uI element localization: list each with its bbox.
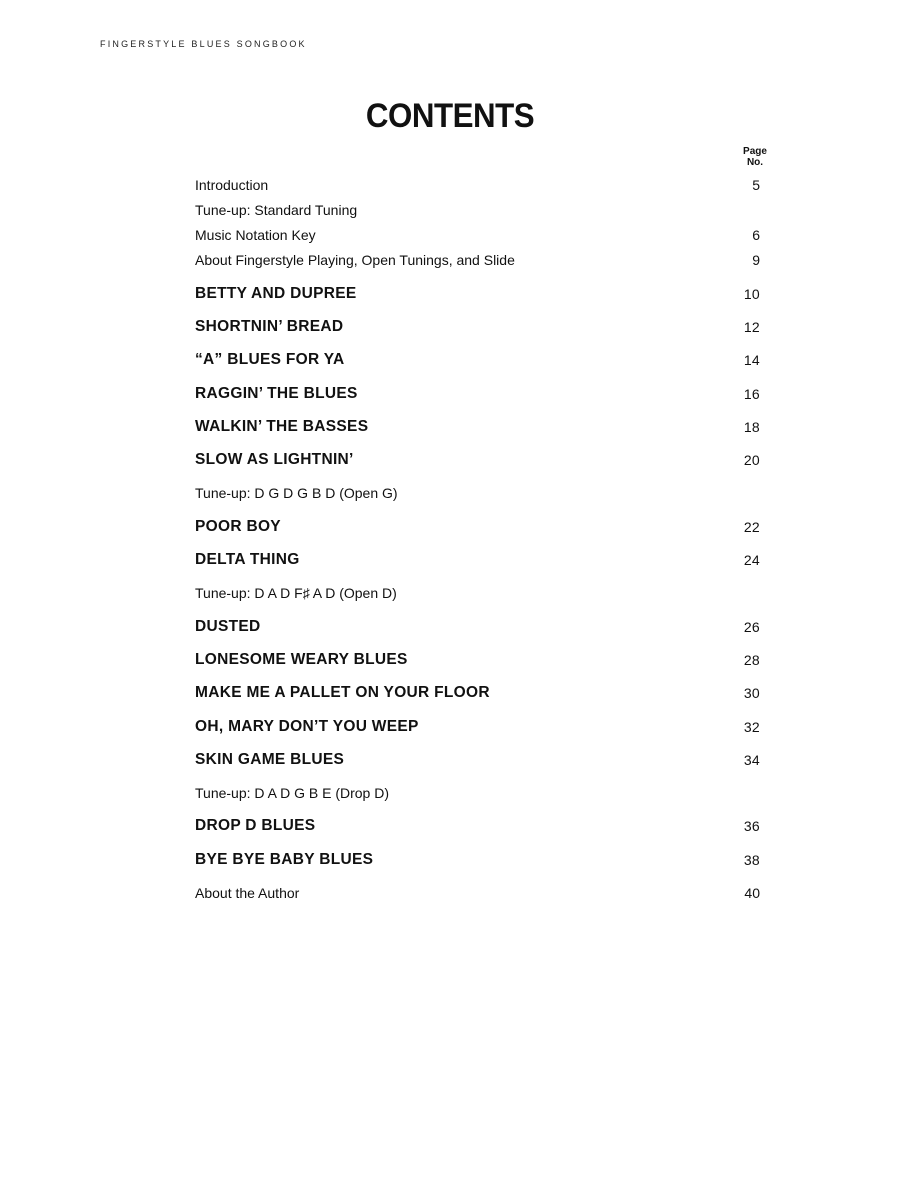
- toc-entry-title: BYE BYE BABY BLUES: [195, 850, 374, 868]
- toc-entry-song[interactable]: [195, 344, 760, 377]
- toc-entry-page: 38: [743, 851, 760, 868]
- toc-entry-page: 28: [743, 651, 760, 668]
- toc-entry-song[interactable]: [195, 410, 760, 443]
- toc-entry-standard-tuning: [195, 197, 760, 222]
- toc-entry-title: Introduction: [195, 176, 269, 193]
- toc-entry-title: Tune-up: D A D G B E (Drop D): [195, 785, 389, 802]
- toc-entry-song[interactable]: [195, 843, 760, 876]
- toc-entry-title: POOR BOY: [195, 517, 281, 535]
- toc-entry-song[interactable]: [195, 810, 760, 843]
- toc-entry-title: About the Author: [195, 884, 300, 901]
- toc-entry-title: MAKE ME A PALLET ON YOUR FLOOR: [195, 684, 490, 702]
- toc-tuning-heading: [195, 776, 760, 809]
- toc-entry-page: 18: [743, 418, 760, 435]
- toc-entry-about-author[interactable]: [195, 876, 760, 909]
- running-head: FINGERSTYLE BLUES SONGBOOK: [100, 39, 307, 49]
- toc-entry-page: 6: [752, 226, 760, 243]
- toc-entry-title: Music Notation Key: [195, 226, 316, 243]
- toc-entry-page: 26: [743, 618, 760, 635]
- toc-entry-title: SKIN GAME BLUES: [195, 750, 345, 768]
- toc-entry-song[interactable]: [195, 510, 760, 543]
- toc-entry-title: OH, MARY DON’T YOU WEEP: [195, 717, 419, 735]
- toc-entry-song[interactable]: [195, 310, 760, 343]
- toc-entry-page: 36: [743, 818, 760, 835]
- toc-entry-page: 9: [752, 251, 760, 268]
- toc-entry-page: 14: [743, 352, 760, 369]
- toc-entry-notation-key[interactable]: [195, 222, 760, 247]
- toc-entry-title: WALKIN’ THE BASSES: [195, 417, 369, 435]
- toc-entry-page: 34: [743, 751, 760, 768]
- toc-entry-song[interactable]: [195, 643, 760, 676]
- toc-entry-page: 20: [743, 452, 760, 469]
- toc-entry-title: Tune-up: Standard Tuning: [195, 201, 358, 218]
- toc-entry-song[interactable]: [195, 610, 760, 643]
- toc-entry-page: 12: [743, 318, 760, 335]
- toc-entry-title: DELTA THING: [195, 551, 300, 569]
- page-column-header-line2: No.: [746, 157, 764, 168]
- toc-entry-page: 22: [743, 518, 760, 535]
- toc-entry-introduction[interactable]: [195, 172, 760, 197]
- toc-entry-song[interactable]: [195, 277, 760, 310]
- toc-entry-page: 5: [752, 176, 760, 193]
- toc-entry-page: 10: [743, 285, 760, 302]
- toc-entry-song[interactable]: [195, 377, 760, 410]
- toc-entry-title: “A” BLUES FOR YA: [195, 351, 345, 369]
- toc-entry-song[interactable]: [195, 677, 760, 710]
- toc-tuning-heading: [195, 577, 760, 610]
- page-title: CONTENTS: [365, 97, 535, 135]
- toc-entry-title: RAGGIN’ THE BLUES: [195, 384, 358, 402]
- toc-entry-title: Tune-up: D G D G B D (Open G): [195, 485, 398, 502]
- toc-entry-page: 32: [743, 718, 760, 735]
- page-column-header-line1: Page: [743, 146, 767, 157]
- toc-entry-title: DUSTED: [195, 617, 261, 635]
- toc-entry-title: About Fingerstyle Playing, Open Tunings, and Slide: [195, 251, 515, 268]
- table-of-contents: [195, 172, 760, 910]
- toc-entry-song[interactable]: [195, 743, 760, 776]
- toc-entry-title: DROP D BLUES: [195, 817, 316, 835]
- toc-entry-title: SLOW AS LIGHTNIN’: [195, 451, 354, 469]
- toc-entry-page: 30: [743, 685, 760, 702]
- toc-entry-song[interactable]: [195, 543, 760, 576]
- toc-entry-title: Tune-up: D A D F♯ A D (Open D): [195, 585, 397, 602]
- toc-entry-song[interactable]: [195, 710, 760, 743]
- toc-entry-title: LONESOME WEARY BLUES: [195, 650, 408, 668]
- toc-entry-about-fingerstyle[interactable]: [195, 247, 760, 272]
- toc-tuning-heading: [195, 477, 760, 510]
- toc-entry-page: 16: [743, 385, 760, 402]
- toc-entry-page: 24: [743, 552, 760, 569]
- page-number-column-header: [732, 146, 778, 168]
- toc-entry-song[interactable]: [195, 443, 760, 476]
- toc-entry-title: BETTY AND DUPREE: [195, 284, 357, 302]
- toc-entry-page: 40: [744, 884, 760, 901]
- toc-entry-title: SHORTNIN’ BREAD: [195, 317, 344, 335]
